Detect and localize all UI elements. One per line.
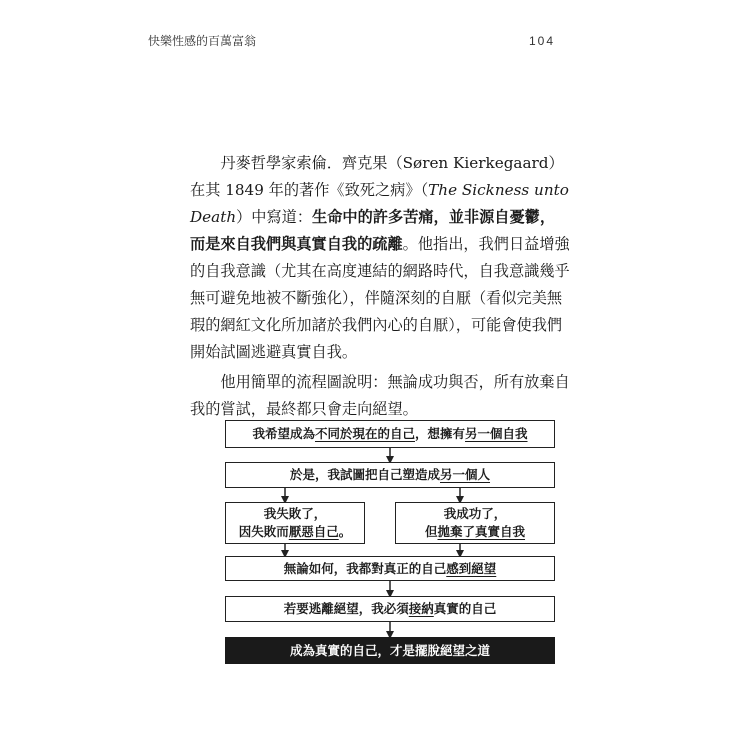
bold-quote: 生命中的許多苦痛，並非源自憂鬱，而是來自我們與真實自我的疏離: [190, 208, 556, 253]
book-title: 快樂性感的百萬富翁: [148, 34, 257, 48]
flow-box-5: 無論如何，我都對真正的自己感到絕望: [225, 556, 555, 581]
flow-box-6: 若要逃離絕望，我必須接納真實的自己: [225, 596, 555, 622]
paragraph-kierkegaard: 丹麥哲學家索倫．齊克果（Søren Kierkegaard）在其 1849 年的著作《致死之病》（The Sickness unto Death）中寫道：生命中的許多苦痛，並非源自憂鬱，而是來自我們與真實自我的疏離。他指出，我們日益增強的自我意識（尤其在高度連結的網路時代，自我意識幾乎無可避免地被不斷強化），伴隨深刻的自厭（看似完美無瑕的網紅文化所加諸於我們內心的自厭），可能會使我們開始試圖逃避真實自我。: [190, 154, 570, 361]
flow-box-1: 我希望成為不同於現在的自己，想擁有另一個自我: [225, 420, 555, 448]
flow-box-4: 我成功了， 但拋棄了真實自我: [395, 502, 555, 544]
page-header: [148, 32, 555, 49]
page-number: 104: [528, 33, 555, 48]
book-title-english: The Sickness unto Death: [190, 181, 569, 226]
flow-box-7: 成為真實的自己，才是擺脫絕望之道: [225, 637, 555, 664]
body-text: [190, 150, 570, 426]
paragraph-flowchart-intro: 他用簡單的流程圖說明：無論成功與否，所有放棄自我的嘗試，最終都只會走向絕望。: [190, 373, 570, 418]
flowchart: [225, 420, 555, 665]
flow-box-2: 於是，我試圖把自己塑造成另一個人: [225, 462, 555, 488]
flow-box-3: 我失敗了， 因失敗而厭惡自己。: [225, 502, 365, 544]
